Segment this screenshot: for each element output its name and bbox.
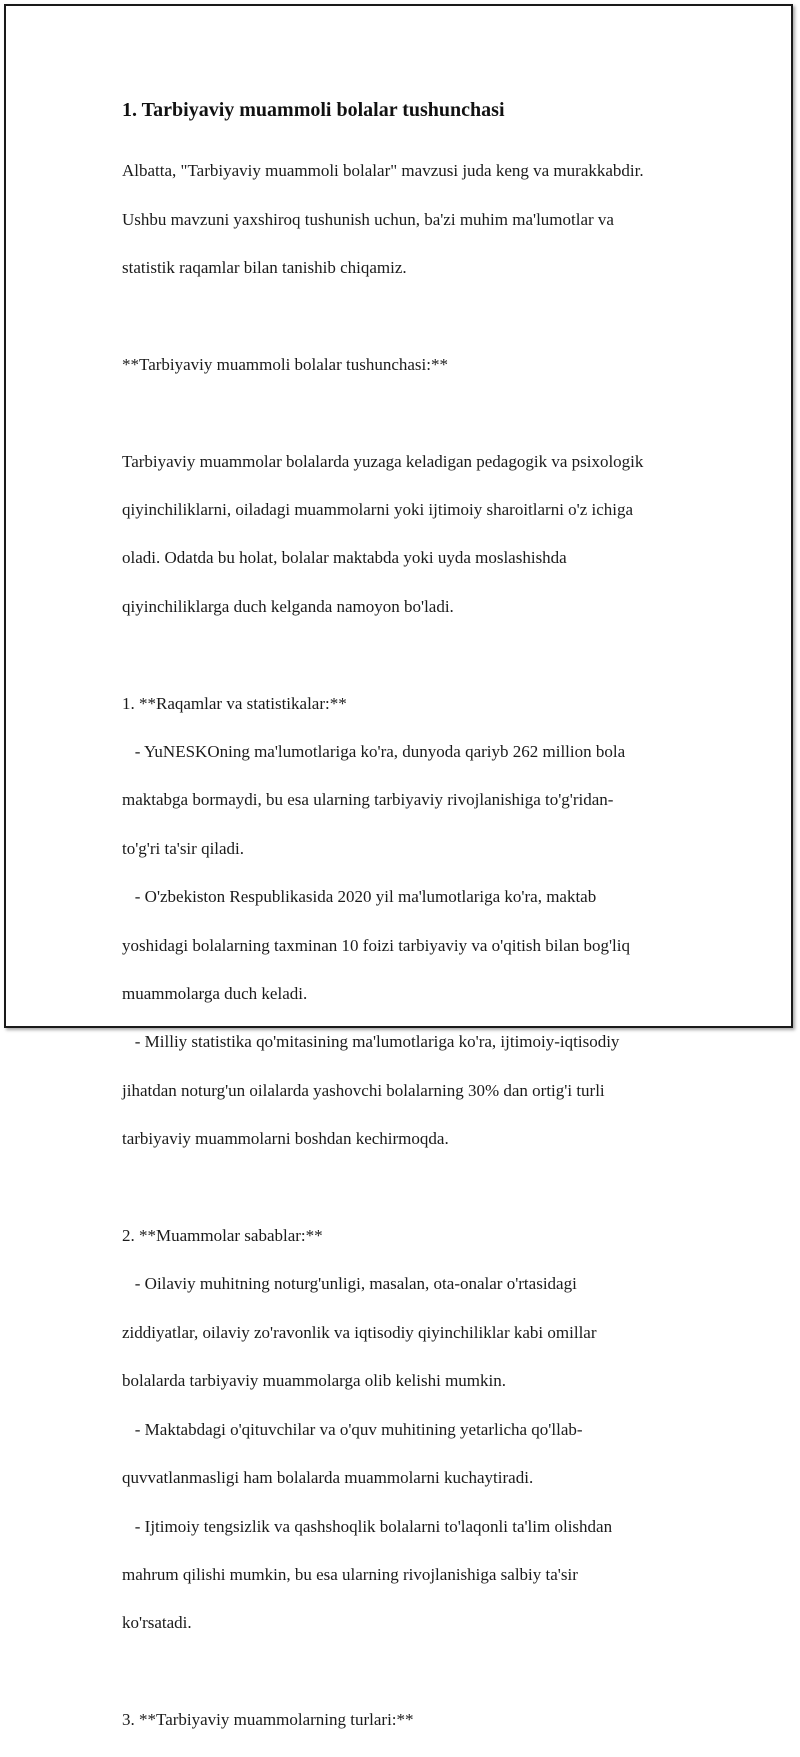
text-line: oladi. Odatda bu holat, bolalar maktabda yoki uyda moslashishda — [122, 548, 567, 568]
text-line: to'g'ri ta'sir qiladi. — [122, 838, 245, 858]
list-item-line: - Oilaviy muhitning noturg'unligi, masalan, ota-onalar o'rtasidagi — [122, 1274, 577, 1294]
document-body — [122, 98, 702, 1757]
blank-line — [122, 1660, 702, 1684]
text-line: bolalarda tarbiyaviy muammolarga olib kelishi mumkin. — [122, 1371, 506, 1391]
text-line: statistik raqamlar bilan tanishib chiqamiz. — [122, 258, 407, 278]
text-line: jihatdan noturg'un oilalarda yashovchi bolalarning 30% dan ortig'i turli — [122, 1080, 605, 1100]
text-line: muammolarga duch keladi. — [122, 984, 308, 1004]
list-item-line: - Maktabdagi o'qituvchilar va o'quv muhitining yetarlicha qo'llab- — [122, 1419, 583, 1439]
text-line: quvvatlanmasligi ham bolalarda muammolarni kuchaytiradi. — [122, 1468, 534, 1488]
list-item-line: - Ijtimoiy tengsizlik va qashshoqlik bolalarni to'laqonli ta'lim olishdan — [122, 1516, 613, 1536]
text-line: maktabga bormaydi, bu esa ularning tarbiyaviy rivojlanishiga to'g'ridan- — [122, 790, 614, 810]
text-line: tarbiyaviy muammolarni boshdan kechirmoqda. — [122, 1129, 449, 1149]
text-line: Albatta, "Tarbiyaviy muammoli bolalar" mavzusi juda keng va murakkabdir. — [122, 161, 644, 181]
list-item-line: - Milliy statistika qo'mitasining ma'lumotlariga ko'ra, ijtimoiy-iqtisodiy — [122, 1032, 620, 1052]
text-line: mahrum qilishi mumkin, bu esa ularning rivojlanishiga salbiy ta'sir — [122, 1564, 578, 1584]
text-line: yoshidagi bolalarning taxminan 10 foizi tarbiyaviy va o'qitish bilan bog'liq — [122, 935, 631, 955]
list-item-line: - O'zbekiston Respublikasida 2020 yil ma'lumotlariga ko'ra, maktab — [122, 887, 597, 907]
list-heading-line: 3. **Tarbiyaviy muammolarning turlari:** — [122, 1710, 414, 1730]
subheading-line: **Tarbiyaviy muammoli bolalar tushunchasi:** — [122, 354, 448, 374]
list-heading-line: 1. **Raqamlar va statistikalar:** — [122, 693, 347, 713]
section-heading: 1. Tarbiyaviy muammoli bolalar tushunchasi — [122, 99, 505, 121]
blank-line — [122, 304, 702, 328]
text-line: qiyinchiliklarga duch kelganda namoyon bo'ladi. — [122, 596, 454, 616]
text-line: Tarbiyaviy muammolar bolalarda yuzaga keladigan pedagogik va psixologik — [122, 451, 644, 471]
text-line: ziddiyatlar, oilaviy zo'ravonlik va iqtisodiy qiyinchiliklar kabi omillar — [122, 1322, 597, 1342]
blank-line — [122, 401, 702, 425]
blank-line — [122, 643, 702, 667]
list-heading-line: 2. **Muammolar sabablar:** — [122, 1226, 323, 1246]
list-item-line: - YuNESKOning ma'lumotlariga ko'ra, dunyoda qariyb 262 million bola — [122, 742, 626, 762]
document-page — [4, 4, 793, 1730]
document-text — [122, 135, 702, 1757]
text-line: qiyinchiliklarni, oiladagi muammolarni yoki ijtimoiy sharoitlarni o'z ichiga — [122, 500, 634, 520]
text-line: Ushbu mavzuni yaxshiroq tushunish uchun, ba'zi muhim ma'lumotlar va — [122, 209, 614, 229]
blank-line — [122, 1176, 702, 1200]
text-line: ko'rsatadi. — [122, 1613, 192, 1633]
